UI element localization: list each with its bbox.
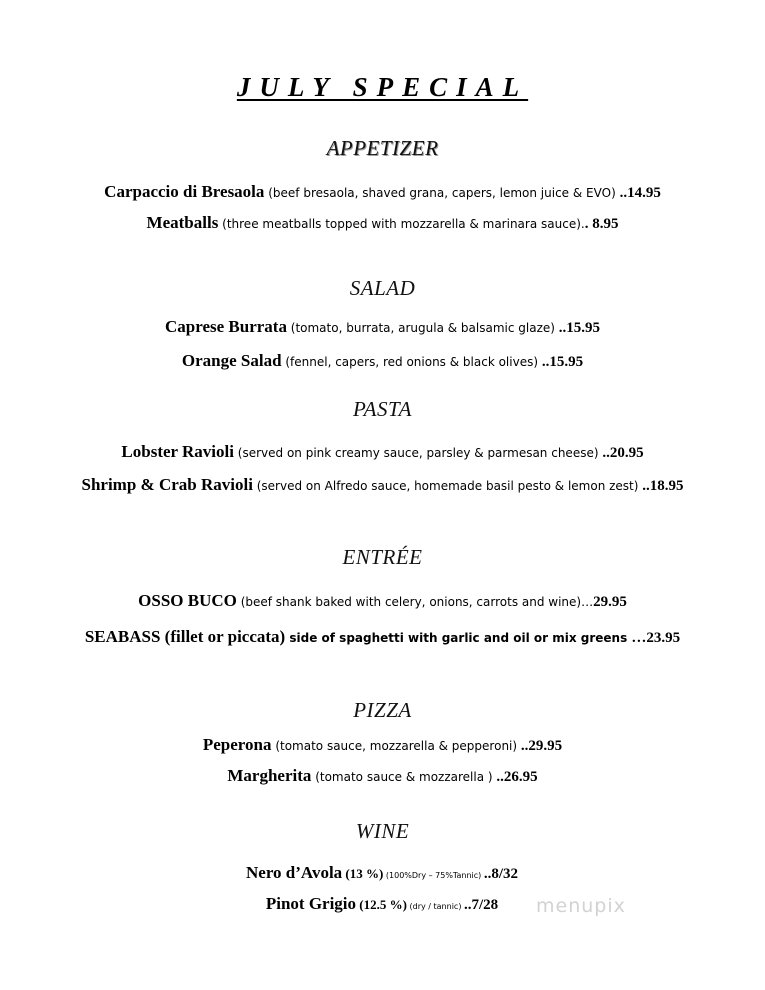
item-desc: (served on pink creamy sauce, parsley & parmesan cheese) (233, 446, 603, 460)
item-price: ..29.95 (520, 738, 563, 754)
menupix-watermark: menupix (536, 895, 626, 917)
item-price: ..14.95 (619, 185, 661, 201)
item-desc: (beef bresaola, shaved grana, capers, lemon juice & EVO) (264, 186, 620, 200)
item-price: ..15.95 (558, 320, 601, 336)
item-seabass (0, 627, 765, 647)
item-name: SEABASS (fillet or piccata) (84, 627, 286, 646)
item-name: OSSO BUCO (138, 591, 237, 610)
section-entree: ENTRÉE (342, 545, 423, 569)
item-margherita (0, 766, 765, 786)
item-desc: (tomato sauce, mozzarella & pepperoni) (271, 739, 521, 753)
section-wine: WINE (355, 819, 410, 843)
item-shrimp-crab-ravioli (0, 475, 765, 495)
item-desc: (dry / tannic) (406, 902, 464, 911)
item-caprese-burrata (0, 317, 765, 337)
section-pasta: PASTA (353, 397, 412, 421)
item-meatballs (0, 213, 765, 233)
item-name: Meatballs (146, 213, 219, 232)
section-salad: SALAD (349, 276, 416, 300)
item-name: Nero d’Avola (246, 863, 343, 882)
item-nero-davola (0, 863, 765, 883)
item-alcohol: (13 %) (342, 866, 384, 881)
item-name: Caprese Burrata (164, 317, 287, 336)
item-name: Pinot Grigio (265, 894, 357, 913)
item-desc: (fennel, capers, red onions & black olives) (281, 355, 542, 369)
item-pinot-grigio (0, 894, 765, 914)
item-price: …23.95 (631, 630, 681, 646)
item-name: Shrimp & Crab Ravioli (81, 475, 253, 494)
item-lobster-ravioli (0, 442, 765, 462)
item-desc: (100%Dry – 75%Tannic) (383, 871, 484, 880)
item-name: Peperona (202, 735, 272, 754)
item-price: ..18.95 (642, 478, 684, 494)
item-price: ..15.95 (541, 354, 584, 370)
item-peperona (0, 735, 765, 755)
item-desc: (beef shank baked with celery, onions, carrots and wine)… (236, 595, 594, 609)
item-price: ..26.95 (496, 769, 538, 785)
item-desc: (three meatballs topped with mozzarella & marinara sauce). (218, 217, 585, 231)
item-price: 29.95 (593, 594, 627, 610)
item-price: ..7/28 (463, 897, 499, 913)
item-price: . 8.95 (584, 216, 619, 232)
item-osso-buco (0, 591, 765, 611)
menu-title: JULY SPECIAL (236, 72, 529, 102)
item-carpaccio (0, 182, 765, 202)
item-desc: side of spaghetti with garlic and oil or mix greens (285, 631, 632, 645)
item-name: Lobster Ravioli (121, 442, 234, 461)
item-price: ..8/32 (483, 866, 518, 882)
item-alcohol: (12.5 %) (356, 897, 407, 912)
item-price: ..20.95 (602, 445, 644, 461)
item-name: Margherita (227, 766, 312, 785)
item-name: Carpaccio di Bresaola (104, 182, 265, 201)
item-desc: (served on Alfredo sauce, homemade basil pesto & lemon zest) (252, 479, 643, 493)
section-appetizer: APPETIZER (326, 136, 439, 160)
item-desc: (tomato sauce & mozzarella ) (311, 770, 497, 784)
section-pizza: PIZZA (353, 698, 412, 722)
item-desc: (tomato, burrata, arugula & balsamic glaze) (286, 321, 559, 335)
item-orange-salad (0, 351, 765, 371)
item-name: Orange Salad (181, 351, 282, 370)
